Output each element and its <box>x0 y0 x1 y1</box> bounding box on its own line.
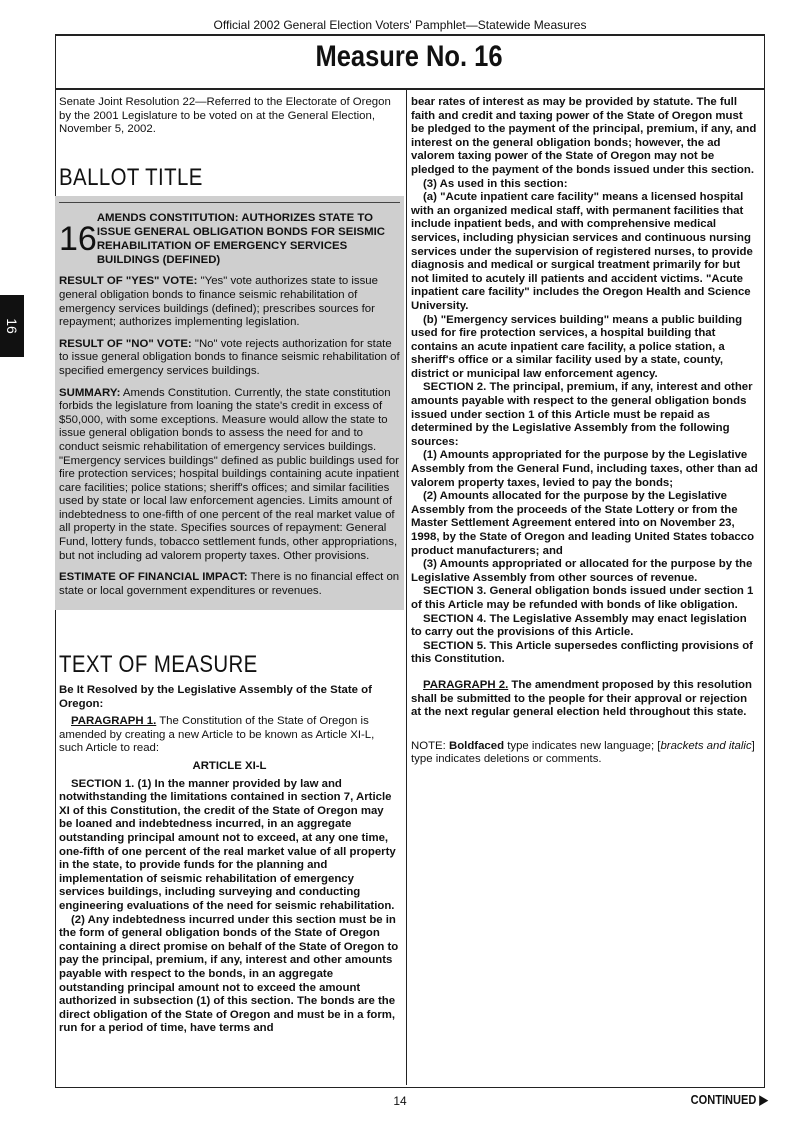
right-text-5: SECTION 2. The principal, premium, if any, interest and other amounts payable with respect to the general obligation bonds issued under section 1 of this Article must be repaid as determined by the Legislative Assembly from the following sources: <box>411 381 753 448</box>
right-text-6: (1) Amounts appropriated for the purpose by the Legislative Assembly from the General Fund, including taxes, other than ad valorem property taxes, levied to pay the bonds; <box>411 449 758 489</box>
measure-side-tab <box>0 295 24 357</box>
no-vote-text: "No" vote rejects authorization for state to issue general obligation bonds to finance seismic rehabilitation of specified emergency services buildings. <box>59 337 400 377</box>
measure-caption: AMENDS CONSTITUTION: AUTHORIZES STATE TO ISSUE GENERAL OBLIGATION BONDS FOR SEISMIC REHABILITATION OF EMERGENCY SERVICES BUILDINGS (DEFINED) <box>96 212 385 267</box>
paragraph-2 <box>411 679 759 720</box>
triangle-right-icon: ▶ <box>759 1092 768 1107</box>
paragraph-2-text: The amendment proposed by this resolution shall be submitted to the people for their approval or rejection at the next regular general election held throughout this state. <box>411 678 752 719</box>
yes-vote-label: RESULT OF "YES" VOTE: <box>59 275 198 288</box>
financial-impact <box>59 571 400 598</box>
ballot-title-heading: BALLOT TITLE <box>59 163 203 191</box>
resolved-clause: Be It Resolved by the Legislative Assembly of the State of Oregon: <box>59 684 372 710</box>
note <box>411 740 759 767</box>
right-text-2: (3) As used in this section: <box>423 177 568 190</box>
page-number: 14 <box>393 1094 407 1108</box>
ballot-title-box <box>55 196 404 610</box>
note-mid: type indicates new language; [ <box>507 739 661 752</box>
note-bold: Boldfaced <box>448 739 505 752</box>
yes-vote-text: "Yes" vote authorizes state to issue general obligation bonds to finance seismic rehabilitation of emergency services buildings (defined); prescribes sources for repayment; authorizes implementing legislation. <box>59 275 378 329</box>
measure-caption-row <box>59 202 400 267</box>
right-text-10: SECTION 4. The Legislative Assembly may enact legislation to carry out the provisions of this Article. <box>411 612 747 639</box>
intro-text: Senate Joint Resolution 22—Referred to the Electorate of Oregon by the 2001 Legislature to be voted on at the General Election, November 5, 2002. <box>59 96 391 136</box>
measure-number: 16 <box>59 219 97 258</box>
summary-text: Amends Constitution. Currently, the state constitution forbids the legislature from loaning the state's credit in excess of $50,000, with some exceptions. Measure would allow the state to issue general obligation bonds to assess the need for and to conduct seismic rehabilitation of emergency services buildings. "Emergency services buildings" defined as public buildings used for fire protection services; hospital buildings containing acute inpatient care facilities; police stations; sheriff's offices; and similar facilities used by state or local law enforcement agencies. Limits amount of indebtedness to one-fifth of one percent of the real market value of all property in the state. Specifies sources of repayment: General Fund, lottery funds, tobacco settlement funds, other appropriations, but not including ad valorem property taxes. Other provisions. <box>59 386 400 562</box>
text-of-measure-heading: TEXT OF MEASURE <box>59 651 258 679</box>
note-label: NOTE: <box>411 739 446 752</box>
section-1-part-1: SECTION 1. (1) In the manner provided by law and notwithstanding the limitations contained in section 7, Article XI of this Constitution, the credit of the State of Oregon may be loaned and indebtedness incurred, in an aggregate outstanding principal amount not to exceed, at any one time, one-fifth of one percent of the real market value of all property in the state, to provide funds for the planning and implementation of seismic rehabilitation of emergency services buildings, including surveying and conducting engineering evaluations of the need for seismic rehabilitation. <box>59 777 396 912</box>
note-end: ] type indicates deletions or comments. <box>411 739 755 766</box>
note-italic: brackets and italic <box>660 739 752 752</box>
measure-title: Measure No. 16 <box>315 40 503 73</box>
financial-impact-label: ESTIMATE OF FINANCIAL IMPACT: <box>59 571 248 584</box>
right-text-9: SECTION 3. General obligation bonds issued under section 1 of this Article may be refunded with bonds of like obligation. <box>411 585 754 611</box>
left-column <box>59 96 400 1036</box>
right-text-7: (2) Amounts allocated for the purpose by the Legislative Assembly from the proceeds of the State Lottery or from the Master Settlement Agreement entered into on November 23, 1998, by the State of Oregon and leading United States tobacco product manufacturers; and <box>411 490 755 557</box>
yes-vote-result <box>59 275 400 329</box>
section-1-part-2: (2) Any indebtedness incurred under this section must be in the form of general obligation bonds of the State of Oregon containing a direct promise on behalf of the State of Oregon to pay the principal, premium, if any, interest and other amounts payable with respect to the bonds, in an aggregate outstanding principal amount not to exceed the amount authorized in subsection (1) of this section. The bonds are the direct obligation of the State of Oregon and must be in a form, run for a period of time, have terms and <box>59 913 399 1035</box>
right-text-3: (a) "Acute inpatient care facility" means a licensed hospital with an organized medical staff, with permanent facilities that include inpatient beds, and with comprehensive medical services, including physician services and continuous nursing services under the supervision of registered nurses, to provide diagnosis and medical or surgical treatment primarily for but not limited to acutely ill patients and accident victims. "Acute inpatient care facility" includes the Oregon Health and Science University. <box>411 191 753 312</box>
right-text-4: (b) "Emergency services building" means a public building used for fire protection services, a hospital building that contains an acute inpatient care facility, a police station, a sheriff's office or a similar facility used by a state, county, district or municipal law enforcement agency. <box>411 313 743 380</box>
summary <box>59 387 400 564</box>
right-text-11: SECTION 5. This Article supersedes conflicting provisions of this Constitution. <box>411 639 753 666</box>
pamphlet-header: Official 2002 General Election Voters' Pamphlet—Statewide Measures <box>213 18 587 32</box>
side-tab-label: 16 <box>3 318 20 334</box>
financial-impact-text: There is no financial effect on state or local government expenditures or revenues. <box>59 571 400 597</box>
right-text-1: bear rates of interest as may be provided by statute. The full faith and credit and taxing power of the State of Oregon must be pledged to the payment of the principal, premium, if any, and interest on the general obligation bonds; however, the ad valorem taxing power of the State of Oregon may not be pledged to the payment of the bonds issued under this section. <box>411 96 757 176</box>
no-vote-label: RESULT OF "NO" VOTE: <box>59 337 192 350</box>
right-column <box>411 96 759 767</box>
paragraph-2-label: PARAGRAPH 2. <box>423 678 509 691</box>
no-vote-result <box>59 338 400 379</box>
article-heading: ARTICLE XI-L <box>192 760 267 772</box>
paragraph-1-label: PARAGRAPH 1. <box>71 715 157 728</box>
title-rule <box>55 88 765 90</box>
paragraph-1 <box>59 715 400 756</box>
summary-label: SUMMARY: <box>59 386 121 399</box>
continued-text: CONTINUED <box>690 1092 757 1107</box>
continued-label <box>691 1092 768 1108</box>
column-divider <box>406 90 407 1085</box>
paragraph-1-text: The Constitution of the State of Oregon is amended by creating a new Article to be known as Article XI-L, such Article to read: <box>59 715 375 755</box>
right-text-8: (3) Amounts appropriated or allocated for the purpose by the Legislative Assembly from other sources of revenue. <box>411 558 753 584</box>
